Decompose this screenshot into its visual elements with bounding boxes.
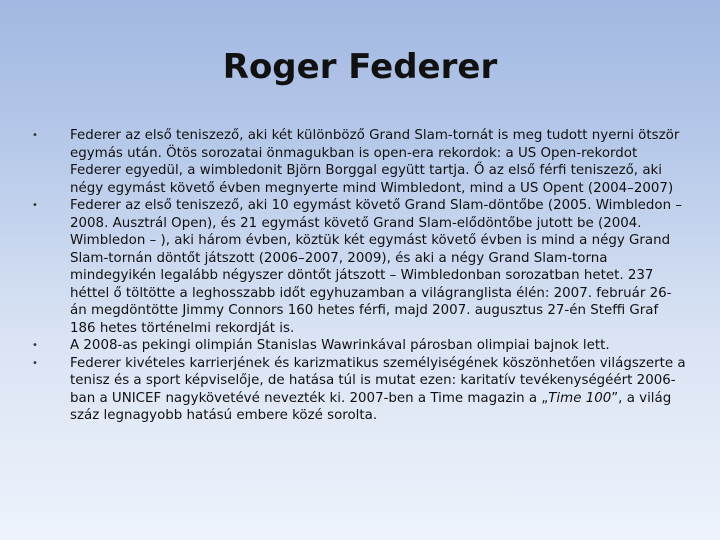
bullet-text: A 2008-as pekingi olimpián Stanislas Wawrinkával párosban olimpiai bajnok lett. (70, 338, 610, 353)
bullet-item (26, 127, 686, 197)
bullet-text: Federer az első teniszező, aki 10 egymást követő Grand Slam-döntőbe (2005. Wimbledon – 2008. Ausztrál Open), és 21 egymást követő Grand Slam-elődöntőbe jutott be (2004. Wimbledon – ), aki három évben, köztük két egymást követő évben is mind a négy Grand Slam-tornán döntőt játszott (2006–2007, 2009), és aki a négy Grand Slam-torna mindegyikén legalább négyszer döntőt játszott – Wimbledonban sorozatban hetet. 237 héttel ő töltötte a leghosszabb időt egyhuzamban a világranglista élén: 2007. február 26-án megdöntötte Jimmy Connors 160 hetes férfi, majd 2007. augusztus 27-én Steffi Graf 186 hetes történelmi rekordját is. (70, 198, 683, 336)
magazine-title-italic: Time 100 (548, 390, 612, 406)
slide-title: Roger Federer (222, 47, 498, 87)
bullet-icon: • (32, 340, 38, 351)
bullet-icon: • (32, 130, 38, 141)
bullet-list (26, 127, 686, 425)
bullet-item (26, 337, 686, 355)
bullet-text-part: Federer kivételes karrierjének és karizmatikus személyiségének köszönhetően világszerte a tenisz és a sport képviselője, de hatása túl is mutat ezen: karitatív tevékenységéért 2006-ban a UNICEF nagykövetévé nevezték ki. 2007-ben a Time magazin a „ (70, 355, 686, 406)
bullet-icon: • (32, 357, 38, 369)
bullet-text-part: ”, a világ száz legnagyobb hatású embere közé sorolta. (70, 390, 672, 423)
bullet-text (70, 355, 686, 425)
bullet-item (26, 197, 686, 337)
bullet-icon: • (32, 200, 38, 211)
bullet-text: Federer az első teniszező, aki két különböző Grand Slam-tornát is meg tudott nyerni ötször egymás után. Ötös sorozatai önmagukban is open-era rekordok: a US Open-rekordot Federer egyedül, a wimbledonit Björn Borggal együtt tartja. Ő az első férfi teniszező, aki négy egymást követő évben megnyerte mind Wimbledont, mind a US Opent (2004–2007) (70, 128, 680, 196)
bullet-item (26, 355, 686, 425)
